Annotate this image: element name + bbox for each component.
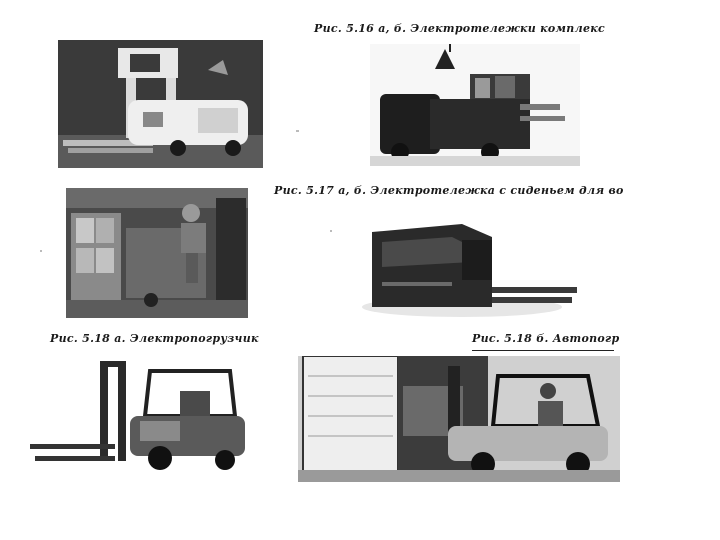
photo-cart-with-seat <box>66 188 248 318</box>
photo-pallet-truck <box>352 212 580 318</box>
scan-speck <box>40 250 42 252</box>
caption-fig-5-16: Рис. 5.16 а, б. Электротележки комплекс <box>314 22 605 35</box>
electric-cart-loaded-illustration <box>370 44 580 166</box>
caption-fig-5-18b: Рис. 5.18 б. Автопогр <box>472 332 620 345</box>
caption-fig-5-17: Рис. 5.17 а, б. Электротележка с сиденьем для во <box>274 184 624 197</box>
scan-speck <box>296 130 299 132</box>
photo-order-picker-cart <box>58 40 263 168</box>
pallet-truck-illustration <box>352 212 580 318</box>
scan-speck <box>330 230 332 232</box>
cart-with-seat-illustration <box>66 188 248 318</box>
photo-electric-cart-loaded <box>370 44 580 166</box>
order-picker-cart-illustration <box>58 40 263 168</box>
forklift-loading-container-illustration <box>298 356 620 482</box>
caption-underline <box>472 350 614 351</box>
caption-fig-5-18a: Рис. 5.18 а. Электропогрузчик <box>50 332 259 345</box>
photo-electric-forklift <box>30 356 255 482</box>
photo-forklift-loading-container <box>298 356 620 482</box>
electric-forklift-illustration <box>30 356 255 482</box>
